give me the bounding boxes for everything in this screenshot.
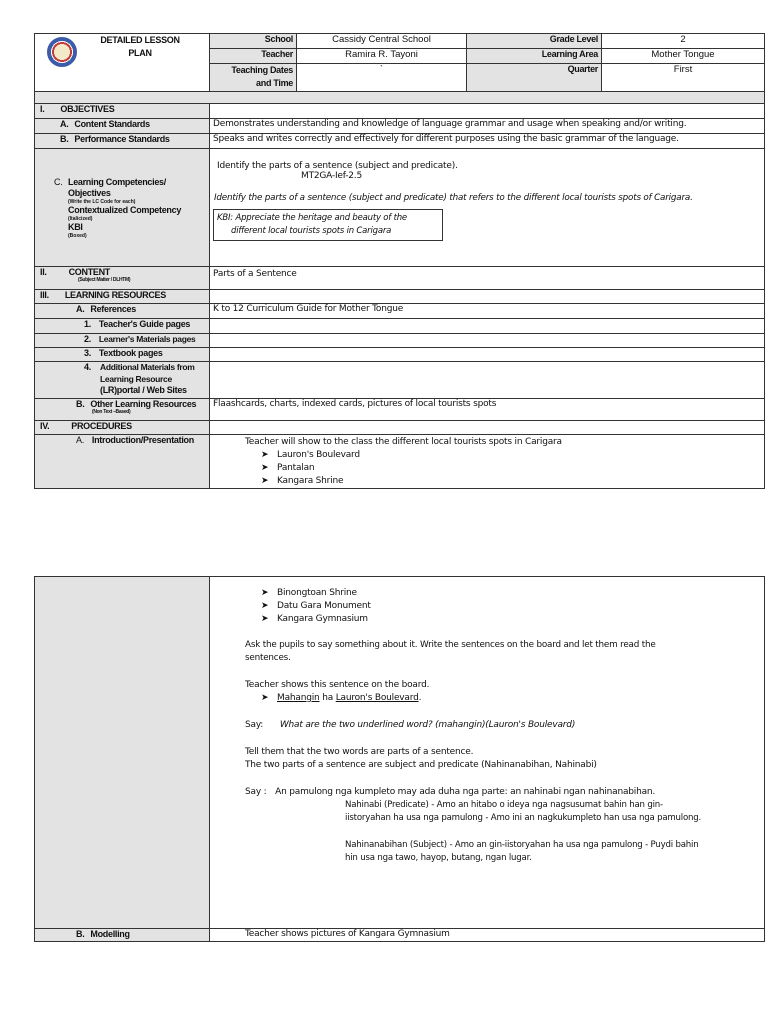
teaching-dates-value: `	[297, 64, 467, 92]
introduction-text: Teacher will show to the class the different local tourists spots in Carigara	[245, 437, 562, 447]
list-item: ➤ Datu Gara Monument	[261, 601, 371, 611]
procedures-heading: IV. PROCEDURES	[35, 421, 210, 435]
list-item: ➤ Kangara Shrine	[261, 476, 344, 486]
teacher-shows-text: Teacher shows this sentence on the board.	[245, 680, 430, 690]
textbook-label: 3. Textbook pages	[35, 348, 210, 362]
underlined-word-1: Mahangin	[277, 693, 320, 703]
contextualized-competency: Identify the parts of a sentence (subject and predicate) that refers to the different local tourists spots of Carigara.	[214, 193, 693, 203]
content-standards-value: Demonstrates understanding and knowledge of language grammar and usage when speaking and/or writing.	[210, 119, 765, 134]
modelling-content	[210, 929, 765, 942]
say-label: Say:	[245, 720, 264, 730]
content-note: (Subject Matter / DLHTM)	[78, 277, 131, 283]
sentence-mid: ha	[319, 693, 336, 703]
procedures-continued-content	[210, 577, 765, 929]
tell-line-1: Tell them that the two words are parts of a sentence.	[245, 747, 474, 757]
kbi-box	[213, 209, 443, 241]
learners-materials-label: 2. Learner's Materials pages	[35, 334, 210, 348]
performance-standards-value: Speaks and writes correctly and effectively for different purposes using the basic grammar of the language.	[210, 134, 765, 149]
teaching-dates-label	[210, 64, 297, 92]
other-resources-note: (Non Text –Based)	[92, 409, 131, 415]
subject-line-1: Nahinanabihan (Subject) - Amo an gin-iistoryahan ha usa nga pamulong - Puydi bahin	[345, 840, 699, 850]
additional-materials-value	[210, 362, 765, 399]
sentence-list	[261, 692, 761, 705]
say-definition-text: An pamulong nga kumpleto may ada duha nga parte: an nahinabi ngan nahinanabihan.	[275, 787, 656, 797]
introduction-content	[210, 435, 765, 489]
additional-materials-line-3: (LR)portal / Web Sites	[100, 385, 187, 395]
say-question-text: What are the two underlined word? (mahangin)(Lauron's Boulevard)	[279, 720, 576, 730]
modelling-label: B. Modelling	[35, 929, 210, 942]
competency-code: MT2GA-Ief-2.5	[301, 171, 362, 181]
say-question	[245, 719, 761, 732]
arrow-bullet-icon: ➤	[261, 693, 269, 703]
references-label: A. References	[35, 304, 210, 319]
spots-list-page1	[261, 449, 761, 488]
teaching-dates-label-1: Teaching Dates	[231, 65, 293, 75]
learning-area-value: Mother Tongue	[602, 49, 765, 64]
learning-resources-value	[210, 290, 765, 304]
grade-label: Grade Level	[467, 34, 602, 49]
list-item: ➤ Kangara Gymnasium	[261, 614, 368, 624]
competencies-num: C.	[54, 176, 63, 187]
say-label-2: Say :	[245, 787, 267, 797]
spots-list-page2	[261, 587, 761, 626]
school-value: Cassidy Central School	[297, 34, 467, 49]
header-title-cell	[35, 34, 210, 92]
spacer-row	[35, 92, 765, 104]
deped-seal-icon	[47, 37, 77, 67]
teaching-dates-label-2: and Time	[256, 78, 293, 88]
content-value: Parts of a Sentence	[210, 267, 765, 290]
predicate-line-2: iistoryahan ha usa nga pamulong - Amo ini an nagkukumpleto han usa nga pamulong.	[345, 813, 702, 823]
teachers-guide-label: 1. Teacher's Guide pages	[35, 319, 210, 334]
sentence-end: .	[418, 693, 422, 703]
grade-value: 2	[602, 34, 765, 49]
contextualized-label: Contextualized Competency	[68, 204, 182, 215]
additional-materials-line-2: Learning Resource	[100, 373, 172, 384]
learning-resources-heading: III. LEARNING RESOURCES	[35, 290, 210, 304]
competencies-label-2: Objectives	[68, 187, 111, 198]
content-standards-label: A. Content Standards	[35, 119, 210, 134]
lesson-plan-table-page1	[34, 33, 765, 489]
other-resources-label: B. Other Learning Resources (Non Text –Based)	[35, 399, 210, 421]
list-item	[261, 692, 761, 705]
predicate-line-1: Nahinabi (Predicate) - Amo an hitabo o ideya nga nagsusumat bahin han gin-	[345, 800, 663, 810]
school-label: School	[210, 34, 297, 49]
arrow-bullet-icon: ➤	[261, 476, 269, 486]
kbi-line-2: different local tourists spots in Carigara	[231, 226, 392, 236]
title-line-2: PLAN	[128, 48, 152, 58]
underlined-word-2: Lauron's Boulevard	[335, 693, 419, 703]
performance-standards-label: B. Performance Standards	[35, 134, 210, 149]
kbi-line-1: KBI: Appreciate the heritage and beauty of the	[217, 213, 407, 223]
title-line-1: DETAILED LESSON	[100, 35, 180, 45]
teacher-value: Ramira R. Tayoni	[297, 49, 467, 64]
say-definition	[245, 786, 761, 799]
competencies-note-3: (Boxed)	[68, 232, 87, 239]
learners-materials-value	[210, 334, 765, 348]
competencies-value-cell	[210, 149, 765, 267]
list-item: ➤ Lauron's Boulevard	[261, 450, 360, 460]
kbi-label: KBI	[68, 221, 83, 232]
learning-area-label: Learning Area	[467, 49, 602, 64]
competencies-note-2: (Italicized)	[68, 215, 93, 222]
arrow-bullet-icon: ➤	[261, 614, 269, 624]
lesson-plan-table-page2	[34, 576, 765, 942]
competencies-label-1: Learning Competencies/	[68, 176, 166, 187]
content-label-cell: II. CONTENT (Subject Matter / DLHTM)	[35, 267, 210, 290]
additional-materials-label	[35, 362, 210, 399]
references-value: K to 12 Curriculum Guide for Mother Tongue	[210, 304, 765, 319]
list-item: ➤ Binongtoan Shrine	[261, 588, 357, 598]
objectives-value	[210, 104, 765, 119]
additional-materials-num: 4.	[84, 362, 91, 372]
teachers-guide-value	[210, 319, 765, 334]
quarter-value: First	[602, 64, 765, 92]
arrow-bullet-icon: ➤	[261, 588, 269, 598]
competency-text: Identify the parts of a sentence (subject and predicate).	[217, 161, 458, 171]
other-resources-value: Flaashcards, charts, indexed cards, pictures of local tourists spots	[210, 399, 765, 421]
textbook-value	[210, 348, 765, 362]
additional-materials-line-1: Additional Materials from	[100, 362, 195, 372]
objectives-heading: I. OBJECTIVES	[35, 104, 210, 119]
arrow-bullet-icon: ➤	[261, 450, 269, 460]
procedures-value	[210, 421, 765, 435]
quarter-label: Quarter	[467, 64, 602, 92]
tell-line-2: The two parts of a sentence are subject and predicate (Nahinanabihan, Nahinabi)	[245, 760, 597, 770]
arrow-bullet-icon: ➤	[261, 463, 269, 473]
competencies-note-1: (Write the LC Code for each)	[68, 198, 136, 205]
modelling-text: Teacher shows pictures of Kangara Gymnasium	[245, 929, 450, 939]
introduction-label: A. Introduction/Presentation	[35, 435, 210, 489]
ask-pupils-text: Ask the pupils to say something about it. Write the sentences on the board and let them read the sentences.	[245, 640, 656, 663]
teacher-label: Teacher	[210, 49, 297, 64]
procedures-continued-label	[35, 577, 210, 929]
list-item: ➤ Pantalan	[261, 463, 315, 473]
competencies-label-cell	[35, 149, 210, 267]
subject-line-2: hin usa nga tawo, hayop, butang, ngan lugar.	[345, 853, 532, 863]
arrow-bullet-icon: ➤	[261, 601, 269, 611]
